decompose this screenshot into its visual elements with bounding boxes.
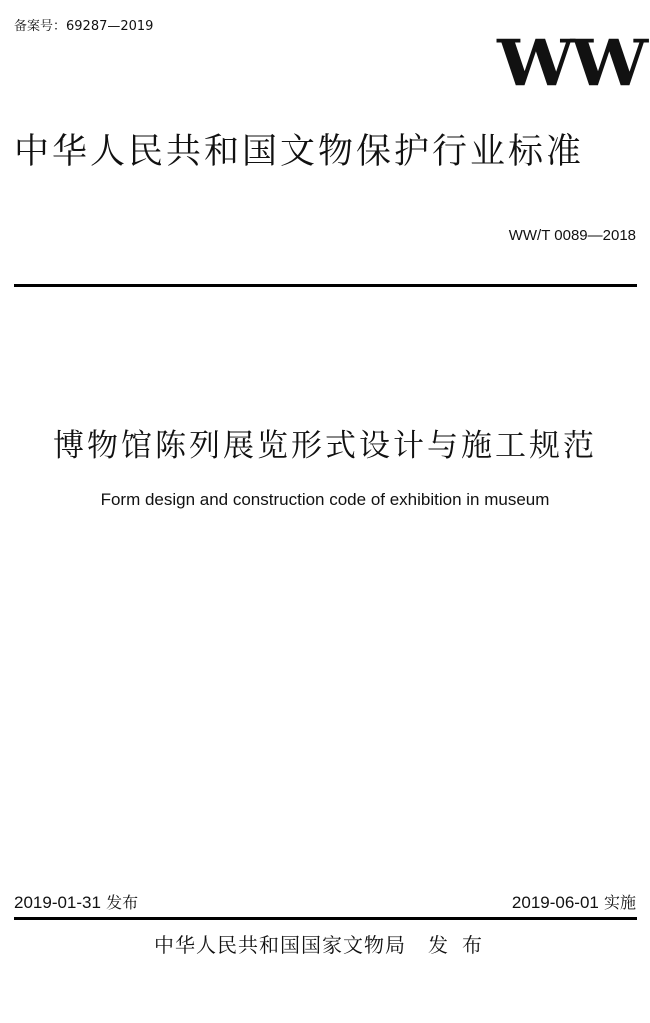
standard-category: 中华人民共和国文物保护行业标准 bbox=[14, 132, 585, 172]
implementation-date bbox=[512, 892, 636, 914]
issue-date-value: 2019-01-31 bbox=[14, 893, 101, 912]
document-title-english: Form design and construction code of exhibition in museum bbox=[100, 490, 550, 509]
issue-date bbox=[14, 892, 138, 914]
issuer-action: 发布 bbox=[428, 933, 496, 957]
implementation-date-label: 实施 bbox=[603, 893, 636, 912]
record-number: 备案号：69287—2019 bbox=[14, 19, 154, 34]
ww-logo: WW bbox=[497, 26, 644, 101]
issuer-name: 中华人民共和国国家文物局 bbox=[154, 933, 406, 957]
issuing-authority bbox=[0, 930, 650, 960]
bottom-divider bbox=[14, 917, 637, 920]
top-divider bbox=[14, 284, 637, 287]
implementation-date-value: 2019-06-01 bbox=[511, 893, 599, 912]
standard-number: WW/T 0089—2018 bbox=[508, 227, 636, 244]
issue-date-label: 发布 bbox=[106, 893, 139, 912]
document-title-chinese: 博物馆陈列展览形式设计与施工规范 bbox=[53, 428, 597, 464]
